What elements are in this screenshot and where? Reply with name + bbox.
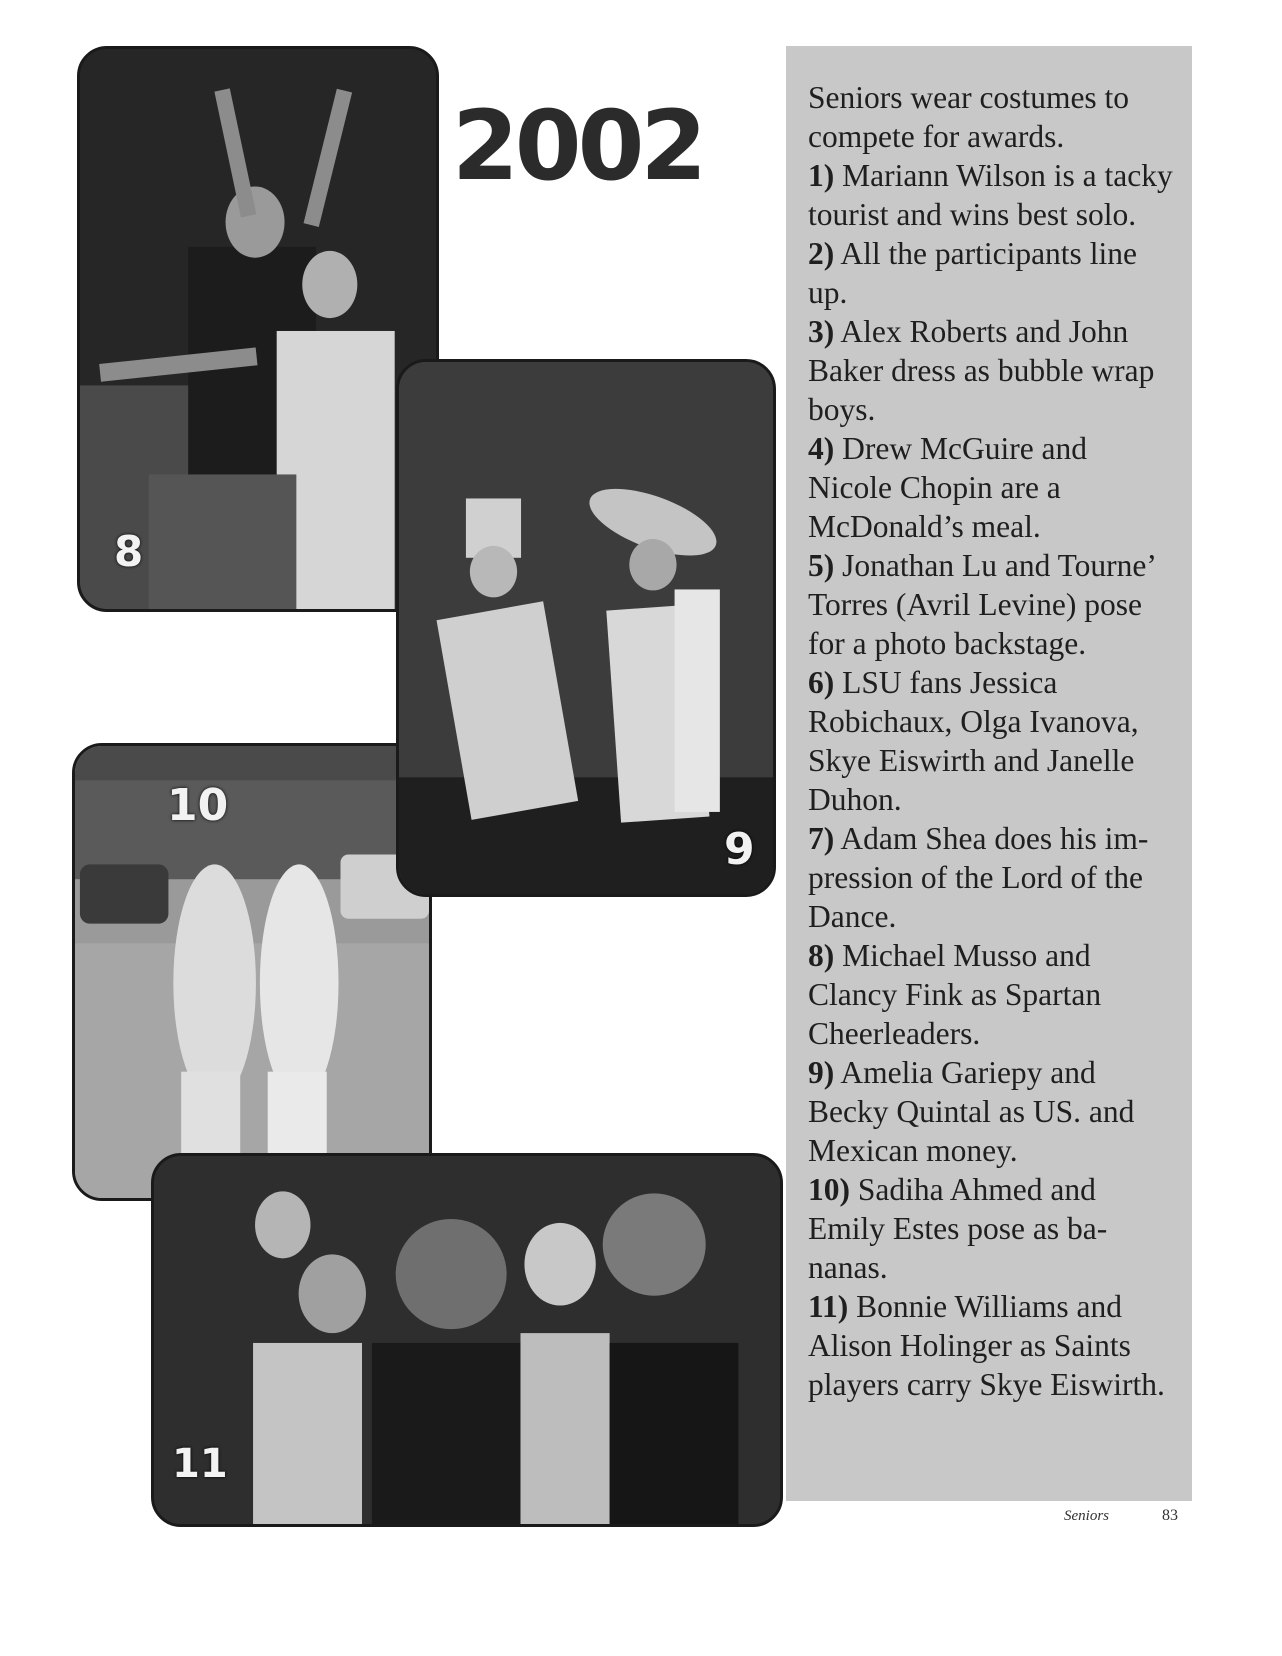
caption-item xyxy=(808,1170,1176,1287)
caption-item-number: 6) xyxy=(808,665,835,700)
caption-item xyxy=(808,156,1176,234)
caption-item-number: 8) xyxy=(808,938,835,973)
caption-intro: Seniors wear costumes to compete for awards. xyxy=(808,80,1130,154)
caption-item-text: Drew McGuire and Nicole Chopin are a McDonald’s meal. xyxy=(808,431,1088,544)
photo-number-label: 10 xyxy=(167,780,229,831)
caption-item xyxy=(808,663,1176,819)
photo-number-label: 8 xyxy=(114,527,144,576)
caption-item xyxy=(808,819,1176,936)
caption-item-number: 10) xyxy=(808,1172,850,1207)
caption-item xyxy=(808,1053,1176,1170)
caption-item-number: 7) xyxy=(808,821,835,856)
caption-panel xyxy=(786,46,1192,1501)
photo-8-image xyxy=(80,49,436,609)
caption-item-number: 5) xyxy=(808,548,835,583)
footer-page-number: 83 xyxy=(1162,1507,1178,1524)
caption-item xyxy=(808,312,1176,429)
footer-section-name: Seniors xyxy=(1064,1508,1109,1524)
photo-9-money-costumes xyxy=(396,359,776,897)
caption-item-number: 11) xyxy=(808,1289,849,1324)
caption-item-text: Adam Shea does his im-pression of the Lord of the Dance. xyxy=(808,821,1149,934)
caption-item-number: 2) xyxy=(808,236,835,271)
photo-11-image xyxy=(154,1156,780,1524)
year-heading: 2002 xyxy=(452,90,704,202)
photo-number-label: 9 xyxy=(724,824,755,875)
caption-item-text: Alex Roberts and John Baker dress as bubble wrap boys. xyxy=(808,314,1155,427)
caption-item-text: Bonnie Williams and Alison Holinger as Saints players carry Skye Eiswirth. xyxy=(808,1289,1165,1402)
photo-number-label: 11 xyxy=(172,1441,228,1487)
caption-item-text: LSU fans Jessica Robichaux, Olga Ivanova, Skye Eiswirth and Janelle Duhon. xyxy=(808,665,1139,817)
photo-10-bananas xyxy=(72,743,432,1201)
caption-item-text: Michael Musso and Clancy Fink as Spartan Cheerleaders. xyxy=(808,938,1102,1051)
caption-item-text: Mariann Wilson is a tacky tourist and wins best solo. xyxy=(808,158,1173,232)
caption-item xyxy=(808,936,1176,1053)
caption-item-number: 3) xyxy=(808,314,835,349)
photo-11-saints-players xyxy=(151,1153,783,1527)
caption-item-number: 4) xyxy=(808,431,835,466)
caption-item xyxy=(808,429,1176,546)
caption-item-number: 1) xyxy=(808,158,835,193)
caption-item xyxy=(808,234,1176,312)
photo-9-image xyxy=(399,362,773,894)
photo-8-spartan-cheerleaders xyxy=(77,46,439,612)
caption-item-text: Jonathan Lu and Tourne’ Torres (Avril Levine) pose for a photo backstage. xyxy=(808,548,1155,661)
caption-item-text: All the participants line up. xyxy=(808,236,1137,310)
caption-item xyxy=(808,546,1176,663)
photo-10-image xyxy=(75,746,429,1198)
caption-item-text: Amelia Gariepy and Becky Quintal as US. and Mexican money. xyxy=(808,1055,1135,1168)
caption-item-text: Sadiha Ahmed and Emily Estes pose as ba-nanas. xyxy=(808,1172,1108,1285)
caption-item-number: 9) xyxy=(808,1055,835,1090)
caption-item xyxy=(808,1287,1176,1404)
